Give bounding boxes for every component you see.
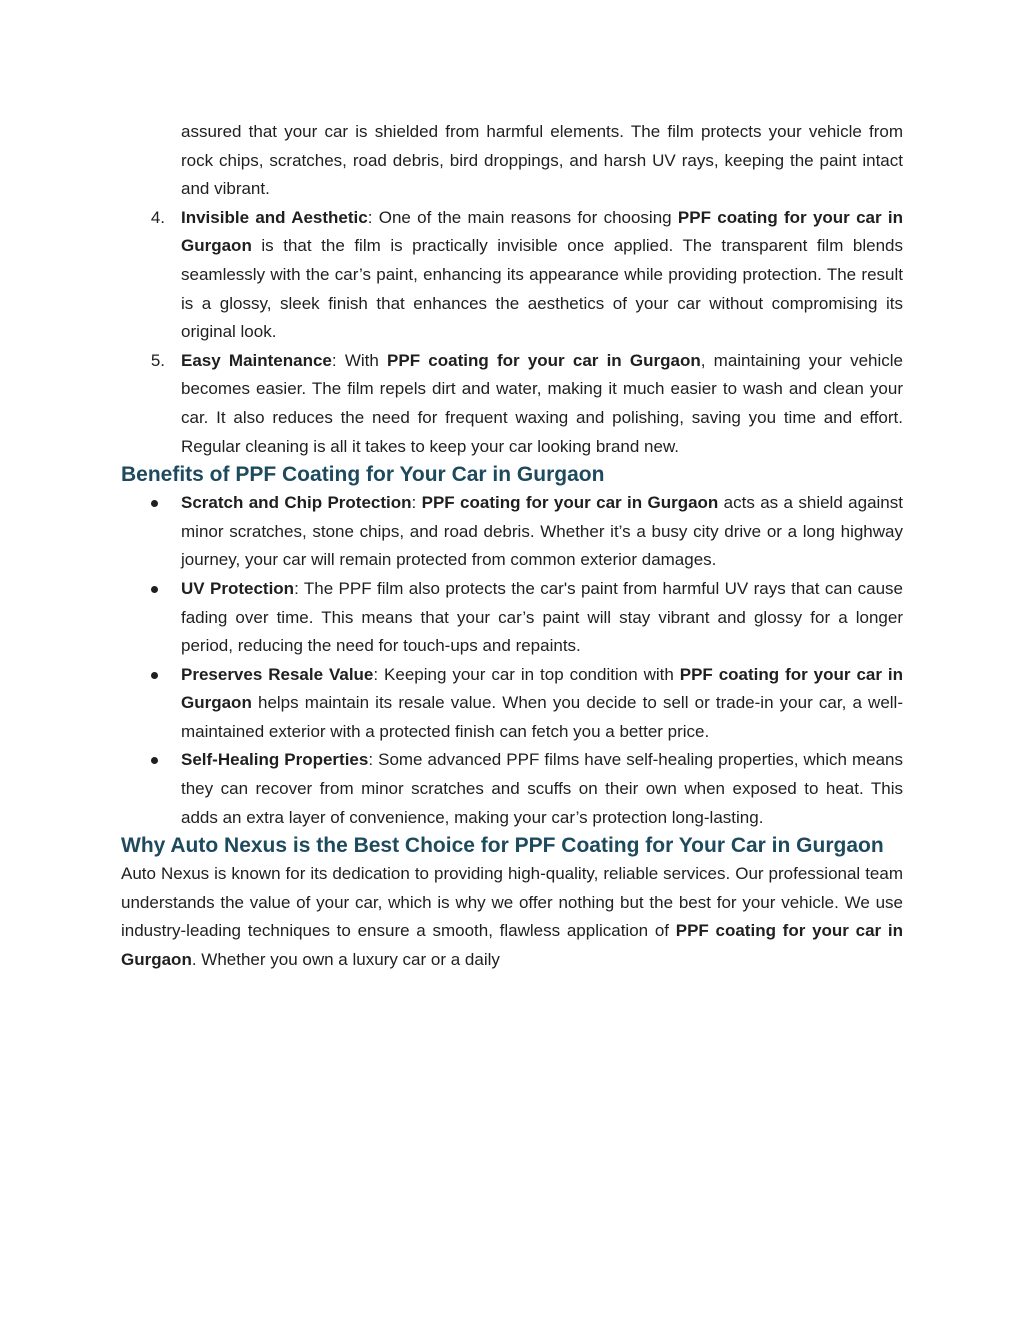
item-keyword: PPF coating for your car in Gurgaon [387, 350, 701, 370]
bullet-icon [151, 500, 158, 507]
bullet-icon [151, 672, 158, 679]
numbered-list [121, 204, 903, 461]
bullet-icon [151, 586, 158, 593]
item-text: : The PPF film also protects the car's paint from harmful UV rays that can cause fading over time. This means that your car’s paint will stay vibrant and glossy for a longer period, reducing the need for touch-ups and repaints. [181, 578, 903, 656]
intro-continuation-paragraph: assured that your car is shielded from harmful elements. The film protects your vehicle from rock chips, scratches, road debris, bird droppings, and harsh UV rays, keeping the paint intact and vibrant. [181, 122, 903, 199]
paragraph-text: Auto Nexus is known for its dedication to providing high-quality, reliable services. Our professional team understands the value of your car, which is why we offer nothing but the best for your vehicle. We use industry-leading techniques to ensure a smooth, flawless application of [121, 864, 903, 941]
item-text: helps maintain its resale value. When you decide to sell or trade-in your car, a well-maintained exterior with a protected finish can fetch you a better price. [181, 693, 903, 741]
item-text: : One of the main reasons for choosing [367, 207, 678, 227]
paragraph-text: . Whether you own a luxury car or a daily [191, 950, 500, 970]
item-text: : With [331, 350, 388, 370]
item-title: Invisible and Aesthetic [181, 207, 368, 227]
bullet-icon [151, 757, 158, 764]
item-title: UV Protection [181, 578, 295, 598]
list-number: 4. [150, 207, 165, 227]
item-title: Scratch and Chip Protection [181, 493, 412, 513]
list-item [121, 661, 903, 747]
benefits-heading: Benefits of PPF Coating for Your Car in Gurgaon [121, 463, 605, 487]
item-text: is that the film is practically invisible once applied. The transparent film blends seamlessly with the car’s paint, enhancing its appearance while providing protection. The result is a glossy, sleek finish that enhances the aesthetics of your car without compromising its original look. [181, 236, 903, 342]
item-keyword: PPF coating for your car in Gurgaon [181, 207, 903, 256]
list-item [121, 347, 903, 461]
item-text: acts as a shield against minor scratches, stone chips, and road debris. Whether it’s a busy city drive or a long highway journey, your car will remain protected from common exterior damages. [181, 493, 903, 570]
item-text: : [411, 493, 422, 513]
why-paragraph [121, 860, 903, 974]
item-text: : Keeping your car in top condition with [373, 664, 680, 684]
why-heading: Why Auto Nexus is the Best Choice for PPF Coating for Your Car in Gurgaon [121, 834, 884, 858]
list-number: 5. [150, 350, 165, 370]
item-title: Self-Healing Properties [181, 750, 369, 770]
list-item [121, 204, 903, 347]
item-keyword: PPF coating for your car in Gurgaon [181, 664, 903, 713]
list-item [121, 575, 903, 661]
item-text: : Some advanced PPF films have self-healing properties, which means they can recover from minor scratches and scuffs on their own when exposed to heat. This adds an extra layer of convenience, making your car’s protection long-lasting. [181, 750, 903, 827]
item-title: Preserves Resale Value [181, 664, 374, 684]
item-text: , maintaining your vehicle becomes easier. The film repels dirt and water, making it much easier to wash and clean your car. It also reduces the need for frequent waxing and polishing, saving you time and effort. Regular cleaning is all it takes to keep your car looking brand new. [181, 350, 904, 456]
item-title: Easy Maintenance [181, 350, 332, 370]
item-keyword: PPF coating for your car in Gurgaon [421, 493, 719, 513]
list-item [121, 746, 903, 832]
list-item [121, 489, 903, 575]
benefits-list [121, 489, 903, 832]
paragraph-keyword: PPF coating for your car in Gurgaon [121, 921, 903, 970]
